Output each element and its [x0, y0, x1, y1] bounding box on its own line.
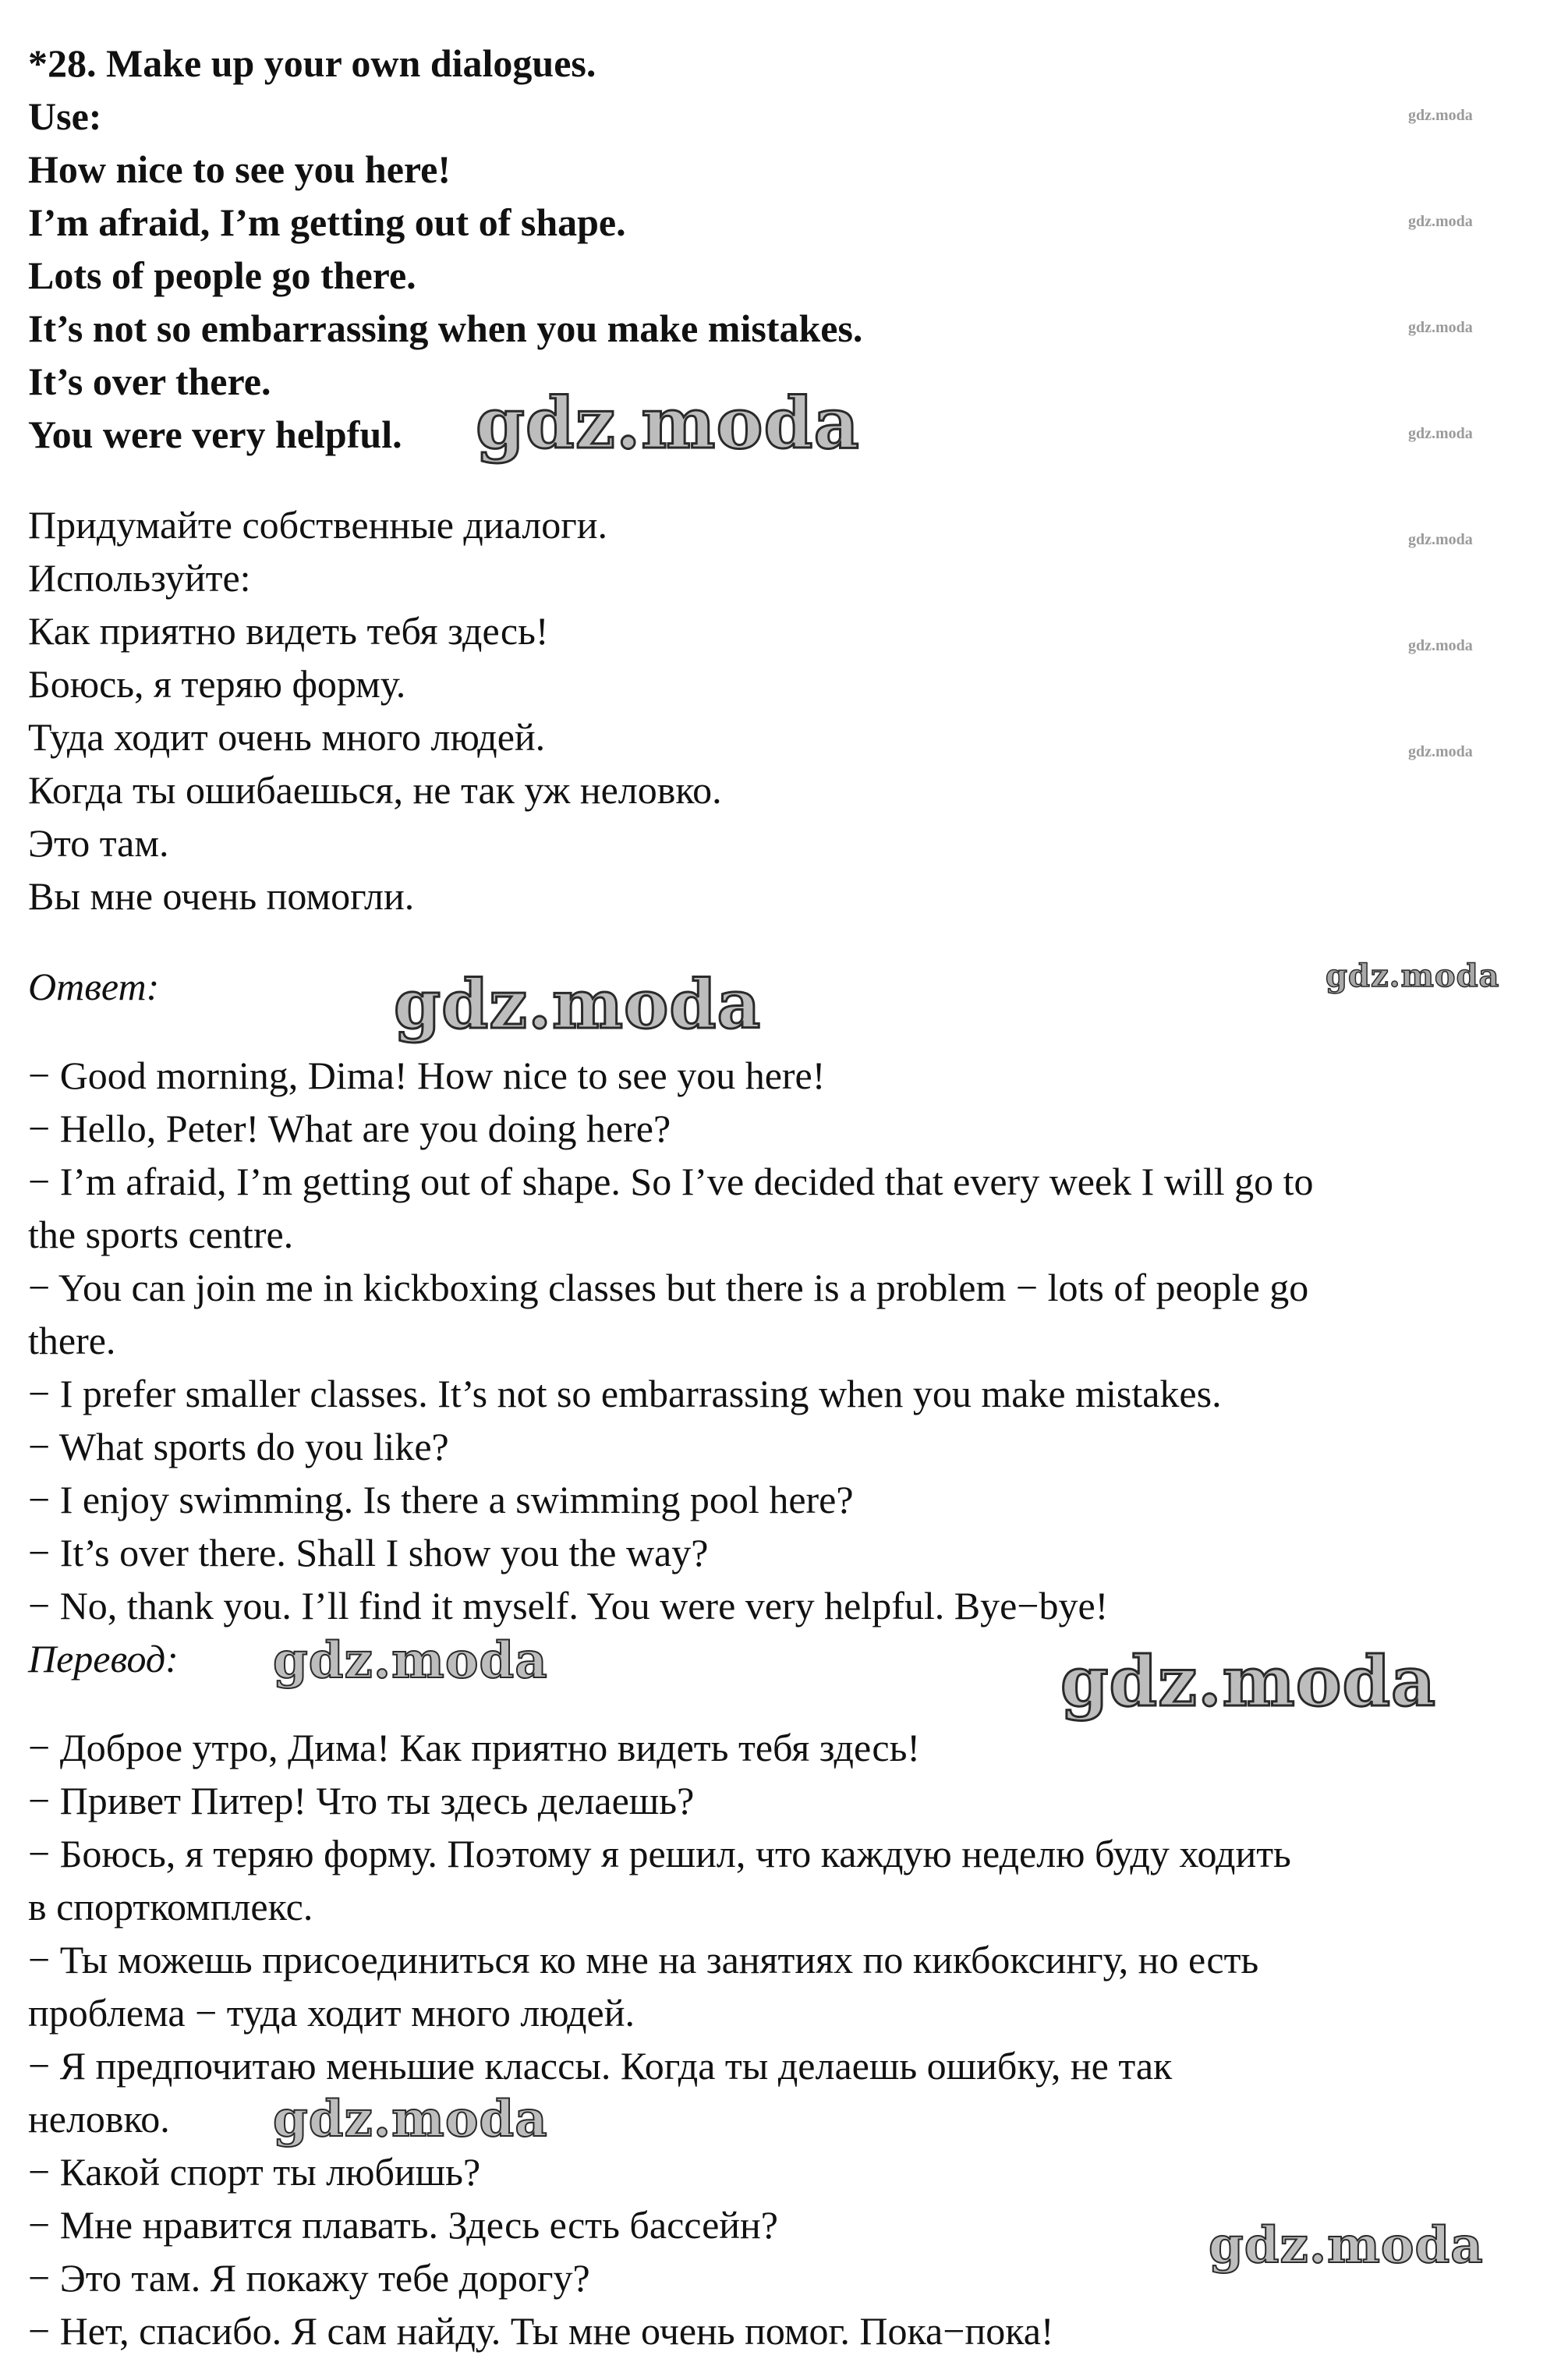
- task-ru-phrase: Туда ходит очень много людей.: [28, 715, 546, 759]
- answer-line: there.: [28, 1319, 116, 1362]
- task-phrase: I’m afraid, I’m getting out of shape.: [28, 200, 626, 244]
- answer-line: − I enjoy swimming. Is there a swimming pool here?: [28, 1478, 854, 1521]
- answer-line: − I prefer smaller classes. It’s not so embarrassing when you make mistakes.: [28, 1372, 1222, 1415]
- task-title: *28. Make up your own dialogues.: [28, 41, 596, 85]
- translation-line: − Нет, спасибо. Я сам найду. Ты мне очень помог. Пока−пока!: [28, 2309, 1054, 2353]
- watermark-large: gdz.moda: [273, 2090, 548, 2148]
- answer-label: Ответ:: [28, 965, 160, 1008]
- task-phrase: It’s over there.: [28, 359, 271, 403]
- answer-line: − No, thank you. I’ll find it myself. You were very helpful. Bye−bye!: [28, 1584, 1109, 1627]
- watermark-small: gdz.moda: [1408, 213, 1473, 230]
- task-ru-phrase: Как приятно видеть тебя здесь!: [28, 609, 549, 653]
- watermark-large: gdz.moda: [273, 1631, 548, 1690]
- watermark-small: gdz.moda: [1408, 425, 1473, 442]
- watermark-small: gdz.moda: [1408, 531, 1473, 548]
- answer-line: − You can join me in kickboxing classes but there is a problem − lots of people go: [28, 1266, 1309, 1309]
- translation-label: Перевод:: [28, 1637, 179, 1681]
- task-phrase: Lots of people go there.: [28, 253, 416, 297]
- watermark-large: gdz.moda: [1060, 1641, 1437, 1722]
- translation-line: в спорткомплекс.: [28, 1885, 313, 1929]
- task-ru-use-label: Используйте:: [28, 556, 251, 600]
- answer-line: the sports centre.: [28, 1213, 294, 1256]
- answer-line: − I’m afraid, I’m getting out of shape. So I’ve decided that every week I will go to: [28, 1160, 1314, 1203]
- translation-line: проблема − туда ходит много людей.: [28, 1991, 635, 2035]
- watermark-small: gdz.moda: [1408, 637, 1473, 654]
- watermark-large: gdz.moda: [394, 965, 762, 1044]
- task-use-label: Use:: [28, 94, 102, 138]
- answer-line: − Good morning, Dima! How nice to see you here!: [28, 1054, 826, 1097]
- answer-line: − Hello, Peter! What are you doing here?: [28, 1107, 671, 1150]
- watermark-large: gdz.moda: [476, 382, 860, 465]
- watermark-small: gdz.moda: [1408, 107, 1473, 124]
- watermark-small: gdz.moda: [1408, 319, 1473, 336]
- translation-line: − Привет Питер! Что ты здесь делаешь?: [28, 1779, 695, 1822]
- translation-line: − Я предпочитаю меньшие классы. Когда ты делаешь ошибку, не так: [28, 2044, 1173, 2088]
- task-ru-phrase: Боюсь, я теряю форму.: [28, 662, 406, 706]
- task-ru-phrase: Вы мне очень помогли.: [28, 874, 415, 918]
- answer-line: − It’s over there. Shall I show you the way?: [28, 1531, 709, 1574]
- translation-line: − Мне нравится плавать. Здесь есть бассейн?: [28, 2203, 778, 2247]
- watermark-medium: gdz.moda: [1326, 958, 1500, 994]
- translation-line: − Ты можешь присоединиться ко мне на занятиях по кикбоксингу, но есть: [28, 1938, 1259, 1982]
- translation-line: − Какой спорт ты любишь?: [28, 2150, 481, 2194]
- task-phrase: How nice to see you here!: [28, 147, 451, 191]
- task-ru-phrase: Когда ты ошибаешься, не так уж неловко.: [28, 768, 722, 812]
- answer-line: − What sports do you like?: [28, 1425, 449, 1468]
- translation-line: − Это там. Я покажу тебе дорогу?: [28, 2256, 590, 2300]
- translation-line: неловко.: [28, 2097, 170, 2141]
- task-phrase: It’s not so embarrassing when you make mistakes.: [28, 306, 863, 350]
- watermark-large: gdz.moda: [1209, 2216, 1484, 2275]
- task-phrase: You were very helpful.: [28, 413, 402, 456]
- task-ru-title: Придумайте собственные диалоги.: [28, 503, 607, 547]
- watermark-small: gdz.moda: [1408, 743, 1473, 760]
- translation-line: − Доброе утро, Дима! Как приятно видеть тебя здесь!: [28, 1726, 921, 1769]
- task-ru-phrase: Это там.: [28, 821, 169, 865]
- translation-line: − Боюсь, я теряю форму. Поэтому я решил, что каждую неделю буду ходить: [28, 1832, 1291, 1875]
